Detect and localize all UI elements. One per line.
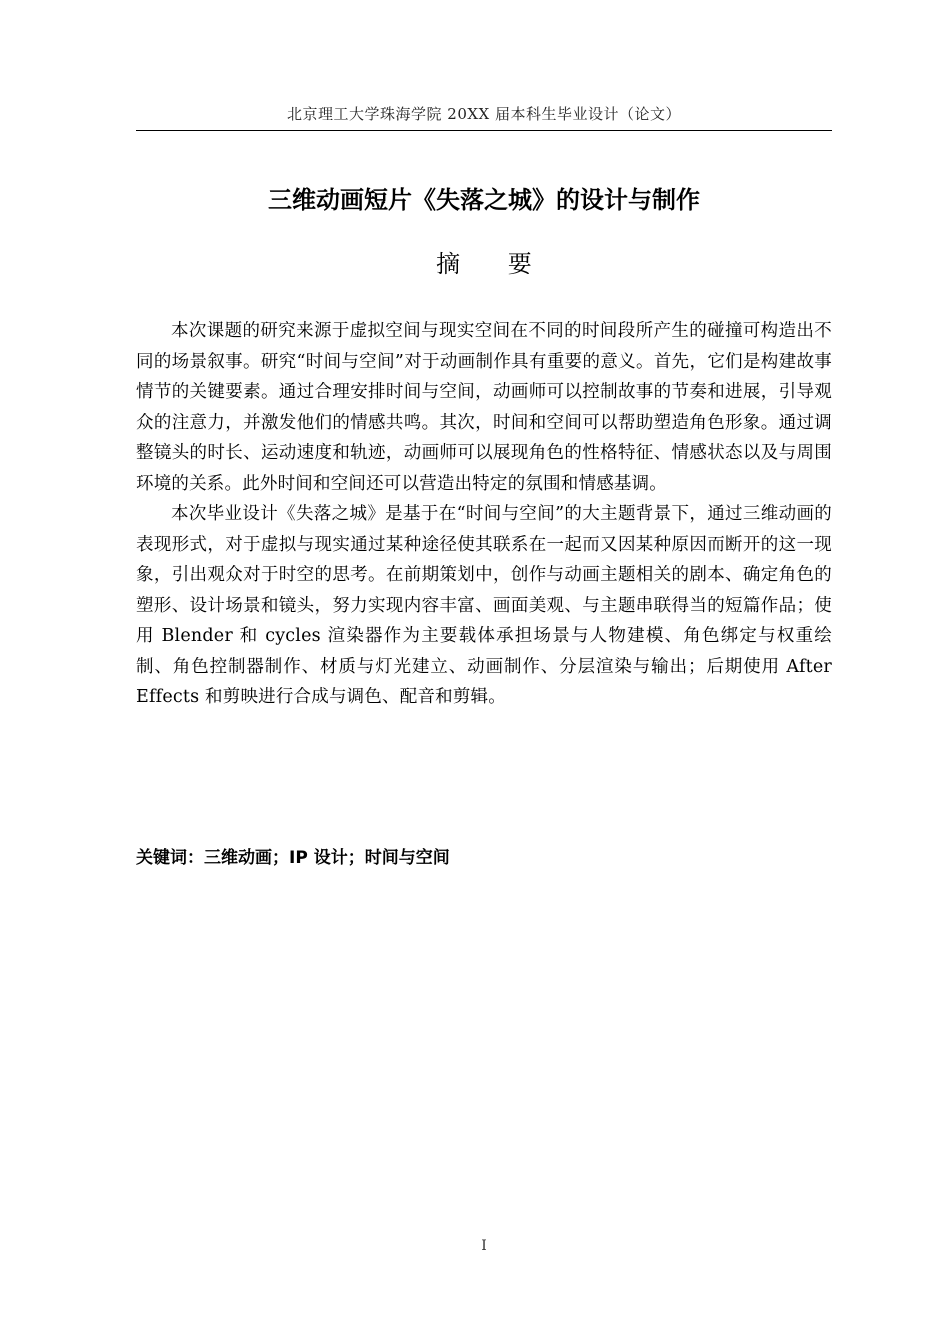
keywords-line: 关键词：三维动画；IP 设计；时间与空间	[136, 848, 450, 868]
abstract-paragraph: 本次课题的研究来源于虚拟空间与现实空间在不同的时间段所产生的碰撞可构造出不同的场景叙事。研究“时间与空间”对于动画制作具有重要的意义。首先，它们是构建故事情节的关键要素。通过合理安排时间与空间，动画师可以控制故事的节奏和进展，引导观众的注意力，并激发他们的情感共鸣。其次，时间和空间可以帮助塑造角色形象。通过调整镜头的时长、运动速度和轨迹，动画师可以展现角色的性格特征、情感状态以及与周围环境的关系。此外时间和空间还可以营造出特定的氛围和情感基调。	[136, 321, 832, 494]
abstract-heading: 摘 要	[436, 250, 552, 278]
running-header: 北京理工大学珠海学院 20XX 届本科生毕业设计（论文）	[287, 105, 681, 123]
abstract-body	[136, 316, 832, 713]
page-number: I	[481, 1238, 487, 1254]
header-divider	[136, 130, 832, 131]
abstract-paragraph: 本次毕业设计《失落之城》是基于在“时间与空间”的大主题背景下，通过三维动画的表现形式，对于虚拟与现实通过某种途径使其联系在一起而又因某种原因而断开的这一现象，引出观众对于时空的思考。在前期策划中，创作与动画主题相关的剧本、确定角色的塑形、设计场景和镜头，努力实现内容丰富、画面美观、与主题串联得当的短篇作品；使用 Blender 和 cycles 渲染器作为主要载体承担场景与人物建模、角色绑定与权重绘制、角色控制器制作、材质与灯光建立、动画制作、分层渲染与输出；后期使用 After Effects 和剪映进行合成与调色、配音和剪辑。	[136, 504, 832, 707]
page-title: 三维动画短片《失落之城》的设计与制作	[268, 186, 700, 214]
